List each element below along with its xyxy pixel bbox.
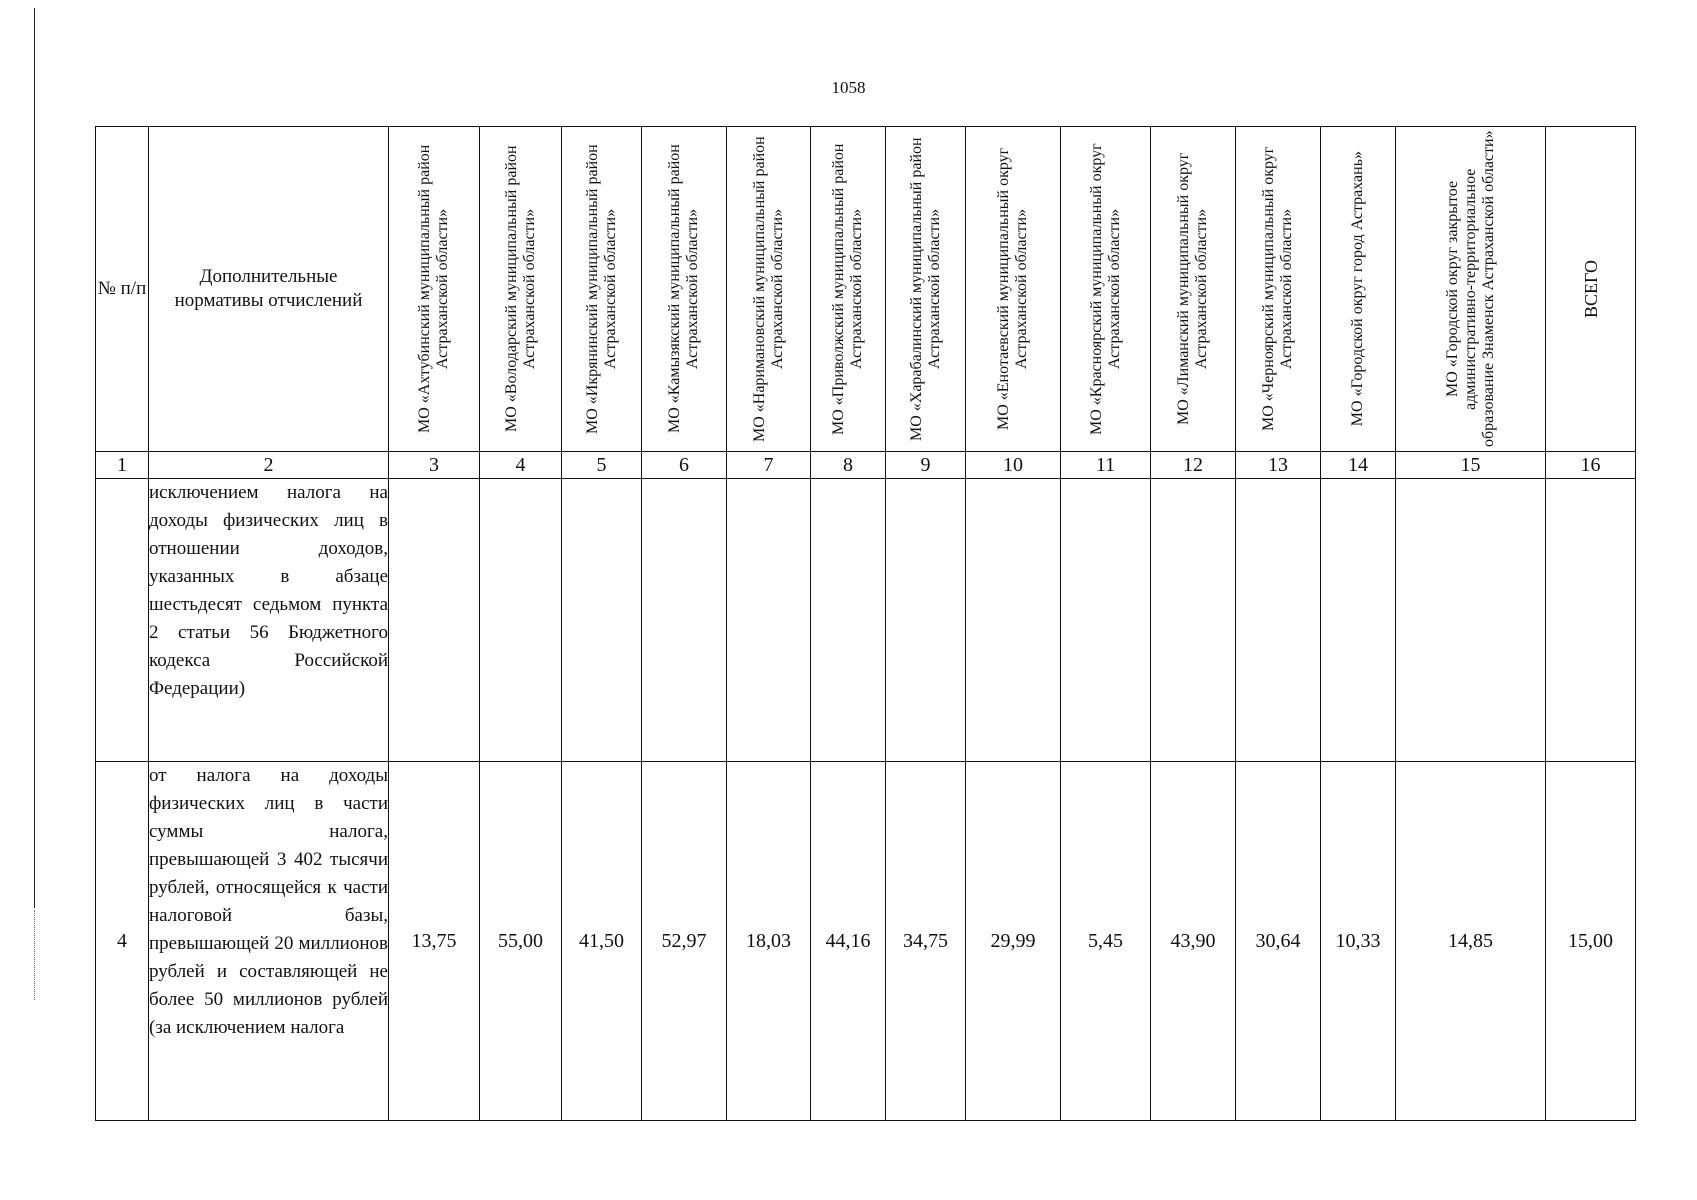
header-col-12: МО «Лиманский муниципальный округ Астраханской области» — [1151, 127, 1236, 452]
value-cell — [389, 479, 480, 762]
column-number: 12 — [1151, 452, 1236, 479]
value-cell — [1151, 479, 1236, 762]
header-col-11: МО «Красноярский муниципальный округ Астраханской области» — [1061, 127, 1151, 452]
header-col-6: МО «Камызякский муниципальный район Астраханской области» — [642, 127, 727, 452]
value-cell: 15,00 — [1546, 762, 1636, 1121]
value-cell: 34,75 — [886, 762, 966, 1121]
header-row — [96, 127, 1636, 452]
column-number: 7 — [727, 452, 811, 479]
value-cell — [480, 479, 562, 762]
page-margin-line — [34, 8, 35, 908]
header-col-10: МО «Енотаевский муниципальный округ Астраханской области» — [966, 127, 1061, 452]
value-cell: 10,33 — [1321, 762, 1396, 1121]
header-col-4: МО «Володарский муниципальный район Астраханской области» — [480, 127, 562, 452]
value-cell: 13,75 — [389, 762, 480, 1121]
value-cell — [886, 479, 966, 762]
header-col-5: МО «Икрянинский муниципальный район Астраханской области» — [562, 127, 642, 452]
header-col-8: МО «Приволжский муниципальный район Астраханской области» — [811, 127, 886, 452]
row-number: 4 — [96, 762, 149, 1121]
value-cell — [811, 479, 886, 762]
column-number: 10 — [966, 452, 1061, 479]
column-number: 4 — [480, 452, 562, 479]
value-cell — [1396, 479, 1546, 762]
value-cell — [642, 479, 727, 762]
header-col-7: МО «Наримановский муниципальный район Астраханской области» — [727, 127, 811, 452]
value-cell: 44,16 — [811, 762, 886, 1121]
value-cell — [1061, 479, 1151, 762]
column-number: 15 — [1396, 452, 1546, 479]
value-cell: 52,97 — [642, 762, 727, 1121]
row-number — [96, 479, 149, 762]
column-number: 13 — [1236, 452, 1321, 479]
value-cell: 43,90 — [1151, 762, 1236, 1121]
value-cell — [966, 479, 1061, 762]
row-description: исключением налога на доходы физических лиц в отношении доходов, указанных в абзаце шестьдесят седьмом пункта 2 статьи 56 Бюджетного кодекса Российской Федерации) — [149, 479, 389, 762]
value-cell: 18,03 — [727, 762, 811, 1121]
page-number: 1058 — [831, 78, 866, 97]
column-number: 9 — [886, 452, 966, 479]
value-cell — [562, 479, 642, 762]
header-col-15: МО «Городской округ закрытое административно-территориальное образование Знаменск Астраханской области» — [1396, 127, 1546, 452]
page-margin-dots — [34, 910, 36, 1000]
value-cell: 30,64 — [1236, 762, 1321, 1121]
table-row — [96, 479, 1636, 762]
header-col-14: МО «Городской округ город Астрахань» — [1321, 127, 1396, 452]
column-number: 8 — [811, 452, 886, 479]
column-number: 2 — [149, 452, 389, 479]
column-number: 16 — [1546, 452, 1636, 479]
header-col-16: ВСЕГО — [1546, 127, 1636, 452]
value-cell: 41,50 — [562, 762, 642, 1121]
column-number: 6 — [642, 452, 727, 479]
value-cell — [727, 479, 811, 762]
value-cell: 55,00 — [480, 762, 562, 1121]
header-col-13: МО «Черноярский муниципальный округ Астраханской области» — [1236, 127, 1321, 452]
header-col-9: МО «Харабалинский муниципальный район Астраханской области» — [886, 127, 966, 452]
column-number-row — [96, 452, 1636, 479]
column-number: 11 — [1061, 452, 1151, 479]
header-description: Дополнительные нормативы отчислений — [149, 127, 389, 452]
column-number: 3 — [389, 452, 480, 479]
column-number: 1 — [96, 452, 149, 479]
value-cell — [1236, 479, 1321, 762]
column-number: 5 — [562, 452, 642, 479]
header-number: № п/п — [96, 127, 149, 452]
value-cell: 14,85 — [1396, 762, 1546, 1121]
value-cell — [1321, 479, 1396, 762]
norms-table — [95, 126, 1636, 1121]
table-row — [96, 762, 1636, 1121]
row-description: от налога на доходы физических лиц в части суммы налога, превышающей 3 402 тысячи рублей, относящейся к части налоговой базы, превышающей 20 миллионов рублей и составляющей не более 50 миллионов рублей (за исключением налога — [149, 762, 389, 1121]
value-cell: 5,45 — [1061, 762, 1151, 1121]
column-number: 14 — [1321, 452, 1396, 479]
value-cell — [1546, 479, 1636, 762]
value-cell: 29,99 — [966, 762, 1061, 1121]
header-col-3: МО «Ахтубинский муниципальный район Астраханской области» — [389, 127, 480, 452]
